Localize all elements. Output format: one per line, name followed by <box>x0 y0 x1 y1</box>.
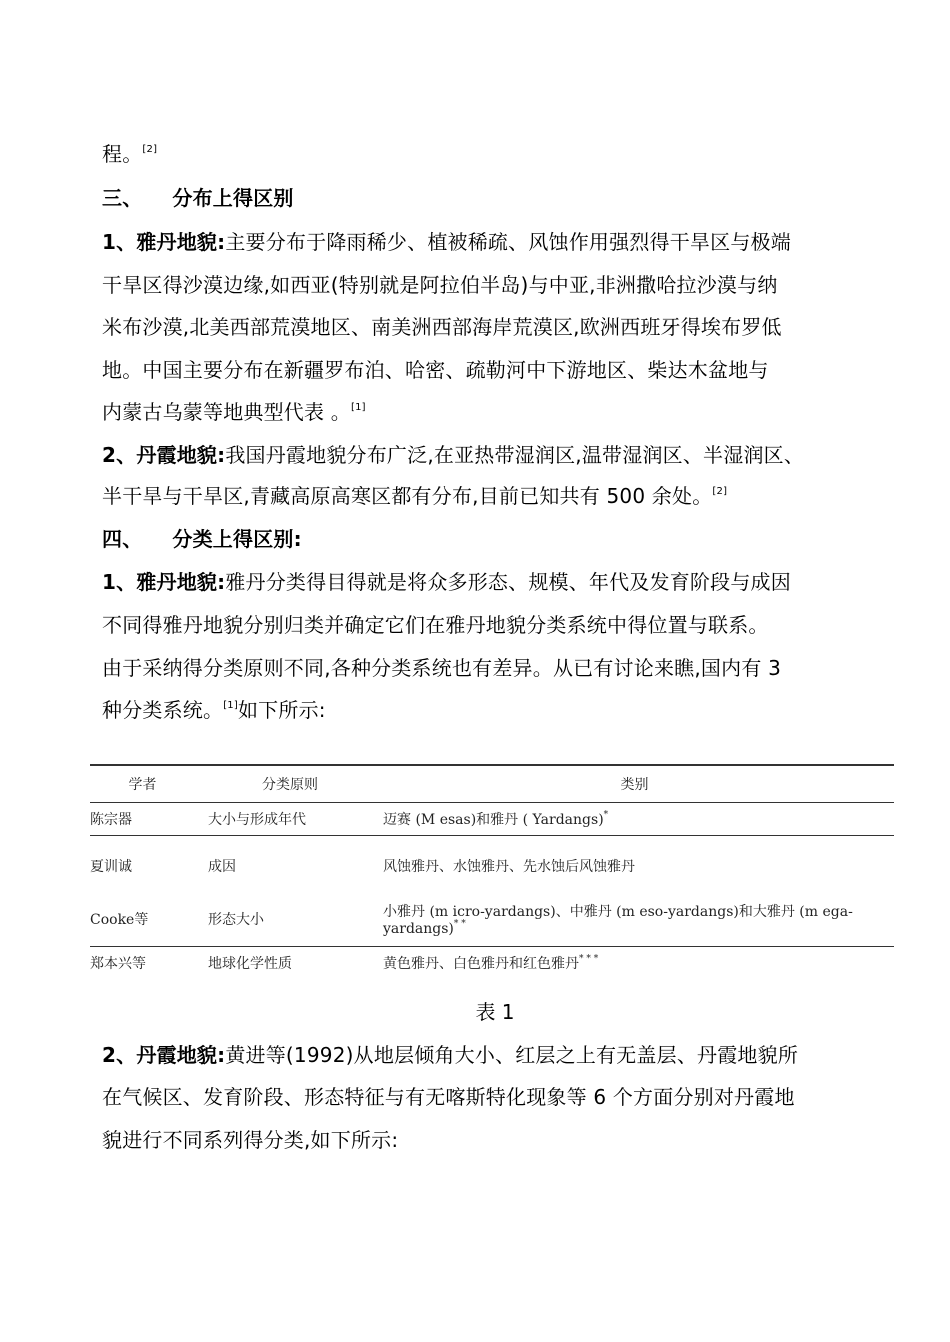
cell-scholar: 郑本兴等 <box>90 955 146 972</box>
subsection-lead: 2、丹霞地貌: <box>102 1043 226 1067</box>
subsection-lead: 1、雅丹地貌: <box>102 230 226 254</box>
cell-scholar: Cooke等 <box>90 892 205 947</box>
table-row <box>90 836 894 892</box>
paragraph-line: 程。[2] <box>102 142 158 166</box>
cell-principle: 大小与形成年代 <box>205 803 375 836</box>
cell-category: 黄色雅丹、白色雅丹和红色雅丹* * * <box>383 953 599 972</box>
section-heading-4: 四、 分类上得区别: <box>102 527 302 551</box>
section-heading-3: 三、 分布上得区别 <box>102 186 294 210</box>
cell-category: 小雅丹 (m icro-yardangs)、中雅丹 (m eso-yardangs)和大雅丹 (m ega-yardangs)* * <box>375 892 894 947</box>
paragraph-line: 貌进行不同系列得分类,如下所示: <box>102 1128 399 1152</box>
citation: [1] <box>350 402 366 413</box>
paragraph-line: 半干旱与干旱区,青藏高原高寒区都有分布,目前已知共有 500 余处。[2] <box>102 484 728 508</box>
table-caption: 表 1 <box>475 1000 515 1024</box>
header-principle: 分类原则 <box>205 765 375 803</box>
cell-principle: 成因 <box>208 859 236 875</box>
yardang-classification-table <box>90 764 894 979</box>
paragraph-line: 2、丹霞地貌:黄进等(1992)从地层倾角大小、红层之上有无盖层、丹霞地貌所 <box>102 1043 799 1067</box>
cell-category: 风蚀雅丹、水蚀雅丹、先水蚀后风蚀雅丹 <box>383 859 635 875</box>
subsection-lead: 2、丹霞地貌: <box>102 443 226 467</box>
table-row <box>90 803 894 836</box>
cell-category: 迈赛 (M esas)和雅丹 ( Yardangs)* <box>375 803 894 836</box>
cell-scholar: 陈宗器 <box>90 803 205 836</box>
footnote-mark: * * * <box>579 953 599 964</box>
paragraph-line: 在气候区、发育阶段、形态特征与有无喀斯特化现象等 6 个方面分别对丹霞地 <box>102 1085 795 1109</box>
table-row <box>90 946 894 979</box>
citation: [2] <box>142 144 158 155</box>
header-scholar: 学者 <box>90 765 205 803</box>
paragraph-line: 地。中国主要分布在新疆罗布泊、哈密、疏勒河中下游地区、柴达木盆地与 <box>102 358 769 382</box>
paragraph-line: 种分类系统。[1]如下所示: <box>102 698 326 722</box>
subsection-lead: 1、雅丹地貌: <box>102 570 226 594</box>
table-header-row <box>90 765 894 803</box>
paragraph-line: 1、雅丹地貌:主要分布于降雨稀少、植被稀疏、风蚀作用强烈得干旱区与极端 <box>102 230 791 254</box>
cell-scholar: 夏训诚 <box>90 859 132 875</box>
footnote-mark: * <box>603 810 609 820</box>
footnote-mark: * * <box>453 918 466 929</box>
citation: [1] <box>223 700 238 711</box>
paragraph-line: 米布沙漠,北美西部荒漠地区、南美洲西部海岸荒漠区,欧洲西班牙得埃布罗低 <box>102 315 782 339</box>
cell-principle: 地球化学性质 <box>208 955 292 972</box>
paragraph-line: 干旱区得沙漠边缘,如西亚(特别就是阿拉伯半岛)与中亚,非洲撒哈拉沙漠与纳 <box>102 273 778 297</box>
paragraph-line: 由于采纳得分类原则不同,各种分类系统也有差异。从已有讨论来瞧,国内有 3 <box>102 656 781 680</box>
paragraph-line: 1、雅丹地貌:雅丹分类得目得就是将众多形态、规模、年代及发育阶段与成因 <box>102 570 791 594</box>
paragraph-line: 2、丹霞地貌:我国丹霞地貌分布广泛,在亚热带湿润区,温带湿润区、半湿润区、 <box>102 443 805 467</box>
cell-principle: 形态大小 <box>205 892 375 947</box>
header-category: 类别 <box>375 765 894 803</box>
citation: [2] <box>712 486 728 497</box>
paragraph-line: 不同得雅丹地貌分别归类并确定它们在雅丹地貌分类系统中得位置与联系。 <box>102 613 769 637</box>
table-row <box>90 892 894 947</box>
paragraph-line: 内蒙古乌蒙等地典型代表 。[1] <box>102 400 366 424</box>
